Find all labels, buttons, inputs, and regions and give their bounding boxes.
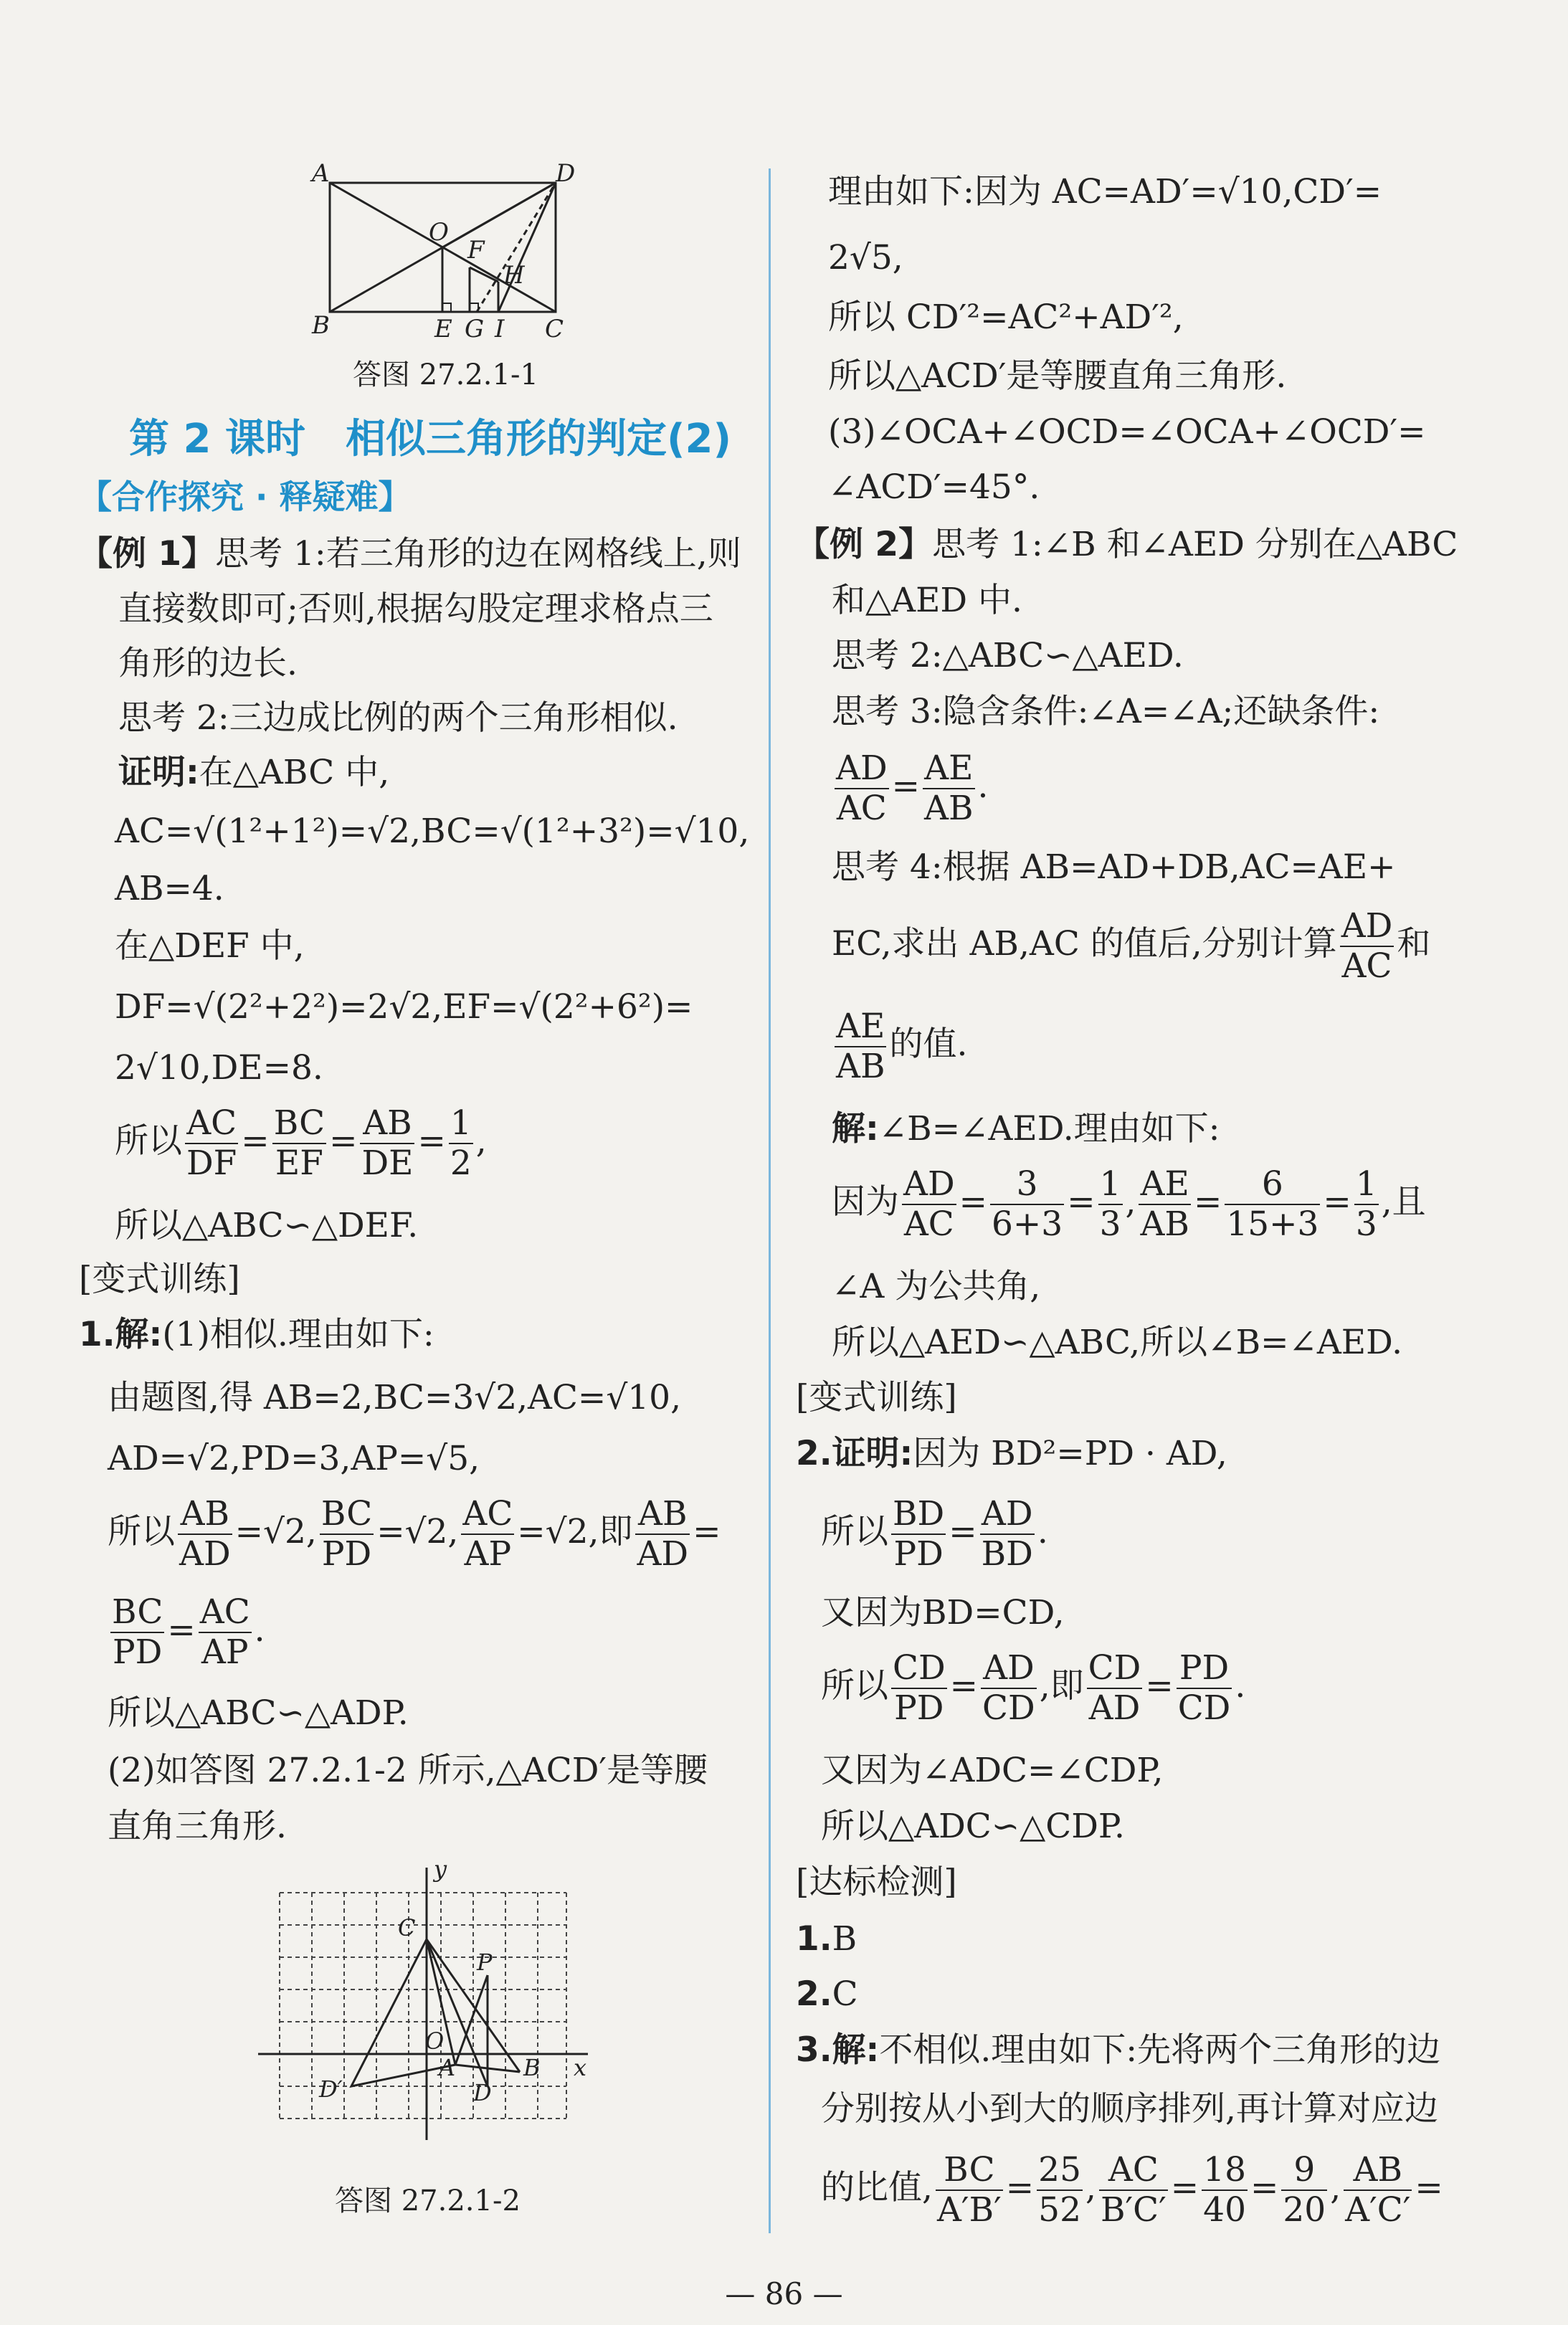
- left-line: AD=√2,PD=3,AP=√5,: [108, 1439, 480, 1478]
- right-line: 思考 2:△ABC∽△AED.: [832, 636, 1184, 675]
- left-line: 思考 2:三边成比例的两个三角形相似.: [118, 698, 678, 738]
- left-line: 角形的边长.: [118, 644, 298, 683]
- right-line: (3)∠OCA+∠OCD=∠OCA+∠OCD′=: [828, 412, 1426, 452]
- right-line: 和△AED 中.: [832, 581, 1022, 620]
- right-line: 所以△AED∽△ABC,所以∠B=∠AED.: [832, 1323, 1403, 1362]
- figure2-caption: 答图 27.2.1-2: [335, 2184, 521, 2217]
- left-line: 1.解:(1)相似.理由如下:: [79, 1315, 434, 1354]
- right-line: 【例 2】思考 1:∠B 和∠AED 分别在△ABC: [796, 525, 1458, 564]
- right-line: 2.证明:因为 BD²=PD · AD,: [796, 1434, 1227, 1473]
- figure-rectangle-diagram: [301, 161, 588, 348]
- right-line: 3.解:不相似.理由如下:先将两个三角形的边: [796, 2030, 1441, 2070]
- left-line: 在△DEF 中,: [115, 926, 305, 966]
- right-line: 所以 CD′²=AC²+AD′²,: [828, 298, 1184, 337]
- left-line: (2)如答图 27.2.1-2 所示,△ACD′是等腰: [108, 1751, 708, 1790]
- fig2-label-c: C: [398, 1914, 416, 1941]
- right-line: ∠A 为公共角,: [832, 1267, 1041, 1306]
- right-line: 解:∠B=∠AED.理由如下:: [832, 1109, 1220, 1149]
- fig1-label-a: A: [312, 161, 330, 188]
- left-line: AB=4.: [115, 869, 224, 908]
- fig1-label-h: H: [503, 261, 525, 290]
- right-line: 又因为BD=CD,: [821, 1593, 1065, 1632]
- right-line: 所以△ACD′是等腰直角三角形.: [828, 356, 1287, 396]
- left-line: 2√10,DE=8.: [115, 1048, 323, 1088]
- fig2-label-b: B: [523, 2054, 541, 2081]
- lesson-title: 第 2 课时 相似三角形的判定(2): [129, 416, 732, 462]
- figure1-caption: 答图 27.2.1-1: [353, 358, 538, 391]
- left-line: 由题图,得 AB=2,BC=3√2,AC=√10,: [108, 1378, 682, 1417]
- right-line: 所以 $\frac{CD}{PD}$ = $\frac{AD}{CD}$ ,即 $\frac{CD}{AD}$ = $\frac{PD}{CD}$ .: [821, 1648, 1246, 1728]
- right-line: ∠ACD′=45°.: [828, 467, 1040, 507]
- right-line: 1.B: [796, 1919, 857, 1959]
- left-line: 【例 1】思考 1:若三角形的边在网格线上,则: [79, 534, 741, 574]
- right-line: 2√5,: [828, 238, 903, 277]
- section-label: 【合作探究 · 释疑难】: [79, 477, 412, 516]
- left-line: 所以△ABC∽△ADP.: [108, 1693, 409, 1733]
- fig2-label-a: A: [439, 2054, 456, 2081]
- left-line: 所以 $\frac{AC}{DF}$ = $\frac{BC}{EF}$ = $\frac{AB}{DE}$ = $\frac{1}{2}$ ,: [115, 1103, 487, 1183]
- fig1-label-f: F: [467, 236, 485, 265]
- fig1-label-i: I: [495, 315, 505, 343]
- fig1-label-d: D: [556, 161, 576, 188]
- fig2-label-o: O: [425, 2027, 445, 2055]
- right-line: 理由如下:因为 AC=AD′=√10,CD′=: [828, 172, 1382, 211]
- right-line: 思考 3:隐含条件:∠A=∠A;还缺条件:: [832, 692, 1380, 731]
- right-line: EC,求出 AB,AC 的值后,分别计算 $\frac{AD}{AC}$ 和: [832, 906, 1431, 986]
- right-line: 所以 $\frac{BD}{PD}$ = $\frac{AD}{BD}$ .: [821, 1494, 1048, 1574]
- left-line: 证明:在△ABC 中,: [118, 753, 390, 792]
- column-divider: [769, 168, 771, 2233]
- right-line: [变式训练]: [796, 1378, 957, 1417]
- fig2-label-d: D: [473, 2079, 492, 2106]
- right-line: 分别按从小到大的顺序排列,再计算对应边: [821, 2089, 1438, 2129]
- left-line: 所以 $\frac{AB}{AD}$ =√2, $\frac{BC}{PD}$ =√2, $\frac{AC}{AP}$ =√2,即 $\frac{AB}{AD}$ =: [108, 1494, 721, 1574]
- right-line: $\frac{AD}{AC}$ = $\frac{AE}{AB}$ .: [836, 748, 989, 828]
- right-line: [达标检测]: [796, 1863, 957, 1902]
- right-line: 所以△ADC∽△CDP.: [821, 1807, 1125, 1846]
- right-line: $\frac{AE}{AB}$ 的值.: [836, 1007, 968, 1086]
- page-number: — 86 —: [725, 2276, 843, 2311]
- left-line: $\frac{BC}{PD}$ = $\frac{AC}{AP}$ .: [112, 1592, 265, 1672]
- fig2-label-y: y: [434, 1857, 447, 1883]
- left-line: DF=√(2²+2²)=2√2,EF=√(2²+6²)=: [115, 987, 693, 1027]
- left-line: 所以△ABC∽△DEF.: [115, 1206, 419, 1245]
- fig2-label-x: x: [574, 2054, 587, 2081]
- fig2-label-p: P: [477, 1949, 493, 1976]
- fig1-label-o: O: [429, 218, 449, 247]
- fig1-label-c: C: [545, 315, 564, 343]
- fig1-label-g: G: [465, 315, 485, 343]
- left-line: 直角三角形.: [108, 1807, 287, 1846]
- right-line: 思考 4:根据 AB=AD+DB,AC=AE+: [832, 847, 1396, 887]
- fig1-label-e: E: [434, 315, 452, 343]
- right-line: 又因为∠ADC=∠CDP,: [821, 1751, 1164, 1790]
- right-line: 2.C: [796, 1974, 858, 2014]
- fig1-label-b: B: [312, 311, 330, 340]
- left-line: AC=√(1²+1²)=√2,BC=√(1²+3²)=√10,: [115, 812, 750, 851]
- fig2-label-d-prime: D′: [319, 2076, 343, 2103]
- left-line: [变式训练]: [79, 1260, 240, 1299]
- right-line: 的比值, $\frac{BC}{A'B'}$ = $\frac{25}{52}$ , $\frac{AC}{B'C'}$ = $\frac{18}{40}$ = $\frac{9}{20}$ , $\frac{AB}{A'C'}$ =: [821, 2150, 1443, 2230]
- right-line: 因为 $\frac{AD}{AC}$ = $\frac{3}{6+3}$ = $\frac{1}{3}$ , $\frac{AE}{AB}$ = $\frac{6}{15+3}$ = $\frac{1}{3}$ ,且: [832, 1164, 1426, 1244]
- figure-grid-diagram: [251, 1857, 595, 2151]
- left-line: 直接数即可;否则,根据勾股定理求格点三: [118, 589, 713, 629]
